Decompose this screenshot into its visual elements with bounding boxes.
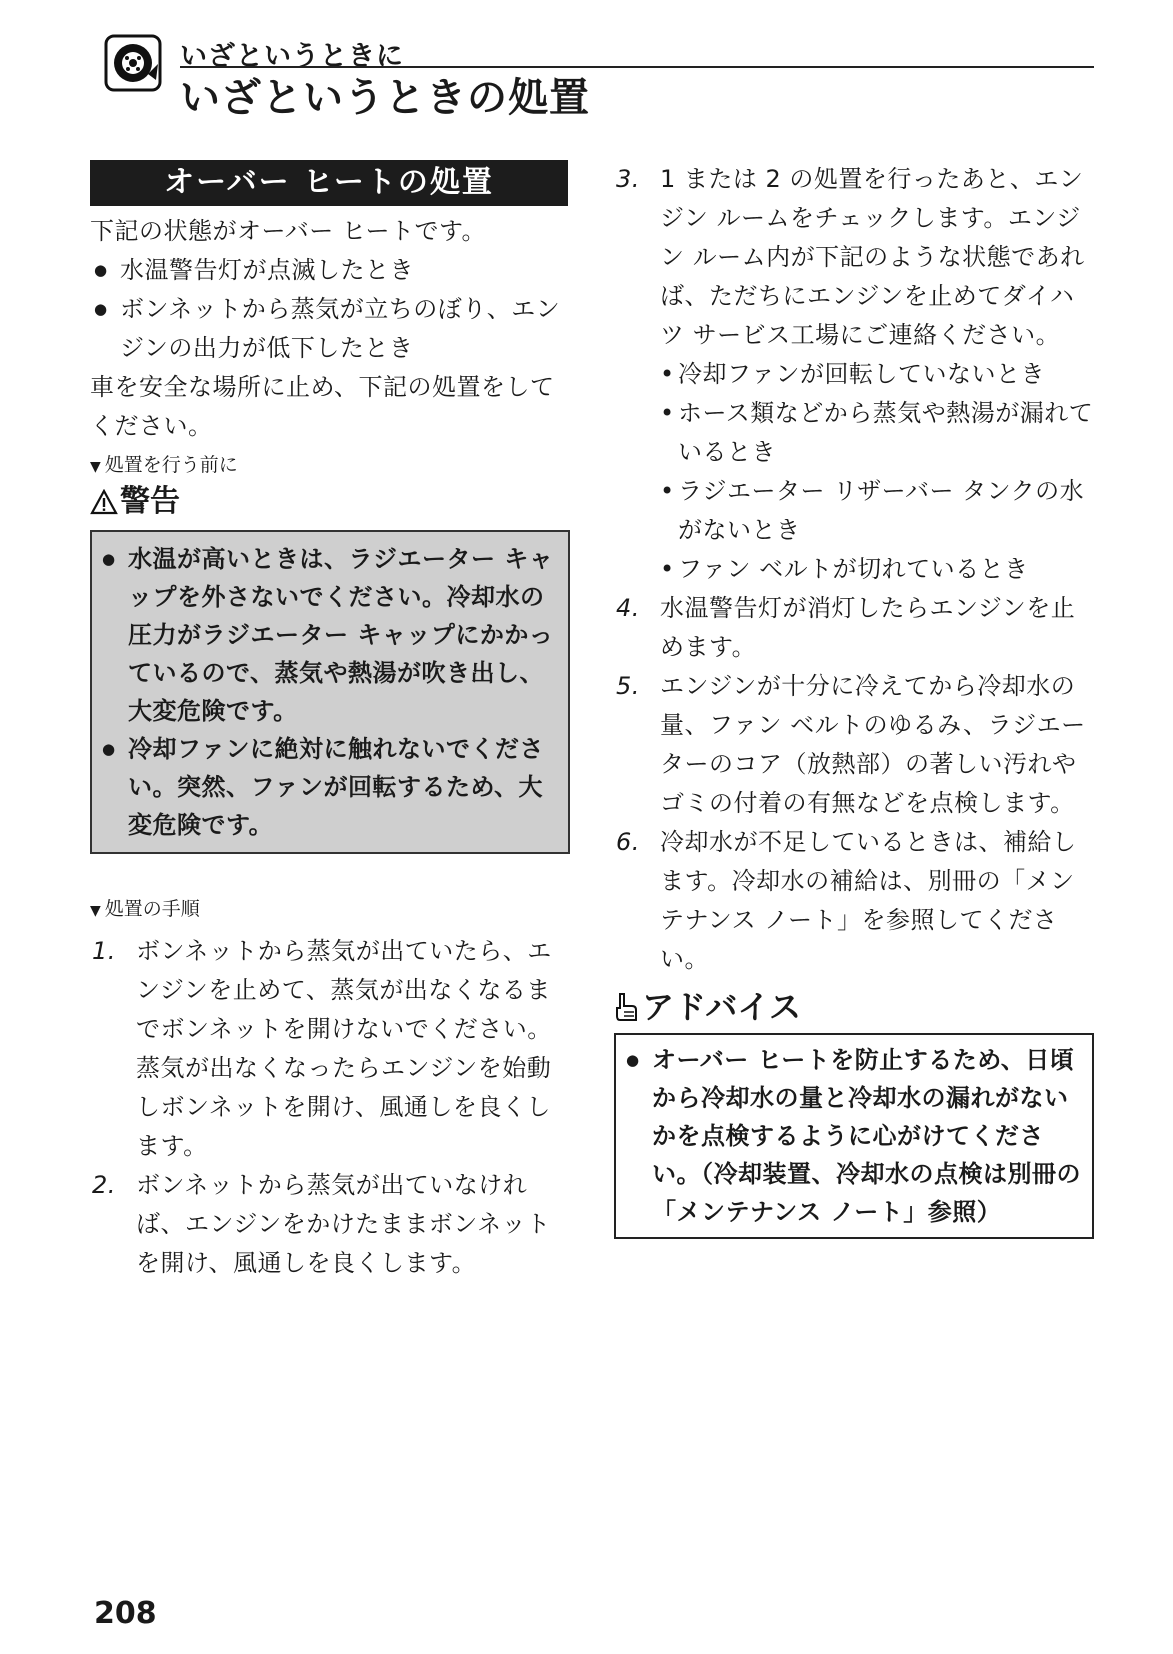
procedure-step (90, 1166, 570, 1283)
triangle-down-icon: ▼ (90, 903, 101, 919)
emergency-wheel-icon (104, 34, 162, 92)
before-heading (90, 450, 570, 482)
instruction-text: 車を安全な場所に止め、下記の処置をしてください。 (90, 373, 555, 440)
warning-heading (90, 482, 570, 526)
check-item: • ホース類などから蒸気や熱湯が漏れているとき (614, 394, 1094, 472)
step-number: 2. (92, 1171, 116, 1199)
step-text: 1 または 2 の処置を行ったあと、エンジン ルームをチェックします。エンジン ルーム内が下記のような状態であれば、ただちにエンジンを止めてダイハツ サービス工場にご連絡ください。 (660, 165, 1085, 349)
step-number: 5. (616, 672, 640, 700)
warning-item: ● 冷却ファンに絶対に触れないでください。突然、ファンが回転するため、大変危険です。 (98, 730, 560, 844)
before-label: 処置を行う前に (104, 454, 238, 476)
warning-label: 警告 (120, 484, 180, 519)
intro-text: 下記の状態がオーバー ヒートです。 (90, 217, 487, 245)
step-text: 冷却水が不足しているときは、補給します。冷却水の補給は、別冊の「メンテナンス ノート」を参照してください。 (660, 828, 1077, 973)
warning-icon (90, 486, 118, 526)
right-column (614, 160, 1094, 1239)
section-title: オーバー ヒートの処置 (90, 160, 568, 206)
warning-box (90, 530, 570, 854)
warning-item: ● 水温が高いときは、ラジエーター キャップを外さないでください。冷却水の圧力がラジエーター キャップにかかっているので、蒸気や熱湯が吹き出し、大変危険です。 (98, 540, 560, 730)
step-text: ボンネットから蒸気が出ていたら、エンジンを止めて、蒸気が出なくなるまでボンネットを開けないでください。蒸気が出なくなったらエンジンを始動しボンネットを開け、風通しを良くします。 (136, 937, 552, 1160)
procedure-step (614, 823, 1094, 979)
step-text: ボンネットから蒸気が出ていなければ、エンジンをかけたままボンネットを開け、風通しを良くします。 (136, 1171, 551, 1277)
step-text: 水温警告灯が消灯したらエンジンを止めます。 (660, 594, 1076, 661)
condition-item: ● 水温警告灯が点滅したとき (90, 251, 570, 290)
procedure-step (614, 160, 1094, 355)
check-item: • ファン ベルトが切れているとき (614, 550, 1094, 589)
triangle-down-icon: ▼ (90, 459, 101, 475)
advice-label: アドバイス (642, 988, 802, 1026)
procedure-heading (90, 894, 570, 926)
pointing-hand-icon (614, 989, 638, 1033)
procedure-step (90, 932, 570, 1166)
page-number: 208 (94, 1596, 157, 1631)
header-subtitle: いざというときに (180, 41, 404, 72)
step-text: エンジンが十分に冷えてから冷却水の量、ファン ベルトのゆるみ、ラジエーターのコア（放熱部）の著しい汚れやゴミの付着の有無などを点検します。 (660, 672, 1086, 817)
page-title: いざというときの処置 (180, 75, 590, 121)
advice-item: ● オーバー ヒートを防止するため、日頃から冷却水の量と冷却水の漏れがないかを点検するように心がけてください。（冷却装置、冷却水の点検は別冊の「メンテナンス ノート」参照） (622, 1041, 1084, 1231)
check-item: • ラジエーター リザーバー タンクの水がないとき (614, 472, 1094, 550)
advice-heading (614, 985, 1094, 1033)
step-number: 3. (616, 165, 640, 193)
procedure-step (614, 667, 1094, 823)
advice-box (614, 1033, 1094, 1239)
step-number: 1. (92, 937, 116, 965)
procedure-label: 処置の手順 (104, 898, 200, 920)
step-number: 4. (616, 594, 640, 622)
left-column (90, 160, 570, 1283)
procedure-step (614, 589, 1094, 667)
condition-item: ● ボンネットから蒸気が立ちのぼり、エンジンの出力が低下したとき (90, 290, 570, 368)
step-number: 6. (616, 828, 640, 856)
check-item: • 冷却ファンが回転していないとき (614, 355, 1094, 394)
page-header (104, 32, 1094, 121)
